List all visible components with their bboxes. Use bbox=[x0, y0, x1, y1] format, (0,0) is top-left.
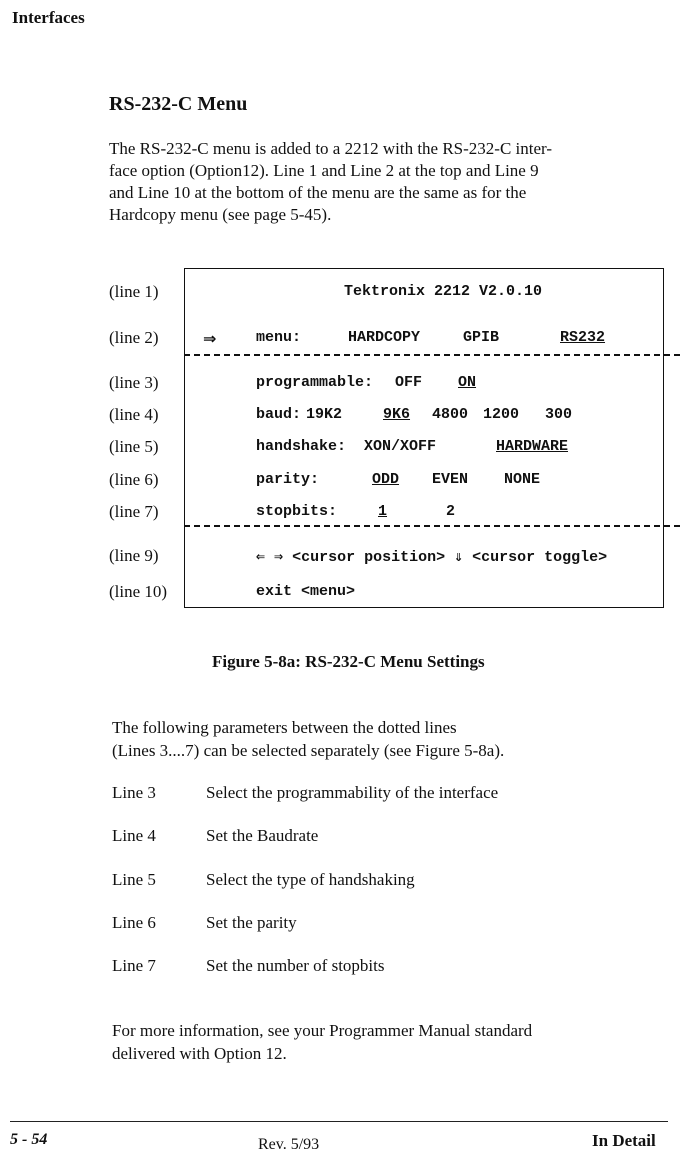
section-title: RS-232-C Menu bbox=[109, 93, 248, 115]
handshake-label: handshake: bbox=[256, 438, 347, 455]
line-label: (line 2) bbox=[109, 328, 159, 347]
params-intro-line: (Lines 3....7) can be selected separately (see Figure 5-8a). bbox=[112, 741, 505, 760]
chapter-title: In Detail bbox=[592, 1131, 656, 1150]
line-label: (line 1) bbox=[109, 282, 159, 301]
revision: Rev. 5/93 bbox=[258, 1136, 320, 1153]
closing-line: delivered with Option 12. bbox=[112, 1044, 287, 1063]
menu-item-hardcopy: HARDCOPY bbox=[348, 329, 421, 346]
line-label: (line 5) bbox=[109, 437, 159, 456]
param-desc: Select the programmability of the interface bbox=[206, 783, 499, 802]
dotted-divider-bottom bbox=[184, 525, 680, 527]
param-desc: Select the type of handshaking bbox=[206, 870, 415, 889]
exit-hint: exit <menu> bbox=[256, 583, 356, 600]
line-label: (line 7) bbox=[109, 502, 159, 521]
baud-option: 4800 bbox=[432, 406, 469, 423]
menu-item-rs232: RS232 bbox=[560, 329, 606, 346]
intro-line: face option (Option12). Line 1 and Line 2 at the top and Line 9 bbox=[109, 161, 539, 180]
intro-paragraph bbox=[109, 138, 669, 226]
parity-label: parity: bbox=[256, 471, 320, 488]
line-label: (line 9) bbox=[109, 546, 159, 565]
param-line: Line 3 bbox=[112, 783, 156, 802]
baud-option: 1200 bbox=[483, 406, 520, 423]
footer-rule bbox=[10, 1121, 668, 1122]
parity-option: EVEN bbox=[432, 471, 469, 488]
params-intro-line: The following parameters between the dotted lines bbox=[112, 718, 457, 737]
line-label: (line 6) bbox=[109, 470, 159, 489]
menu-label: menu: bbox=[256, 329, 302, 346]
param-desc: Set the parity bbox=[206, 913, 297, 932]
intro-line: and Line 10 at the bottom of the menu are the same as for the bbox=[109, 183, 527, 202]
params-intro bbox=[112, 716, 672, 762]
line-label: (line 3) bbox=[109, 373, 159, 392]
line-label: (line 10) bbox=[109, 582, 168, 601]
baud-option: 19K2 bbox=[306, 406, 343, 423]
intro-line: The RS-232-C menu is added to a 2212 with the RS-232-C inter- bbox=[109, 139, 553, 158]
parity-option-selected: ODD bbox=[372, 471, 400, 488]
line-label: (line 4) bbox=[109, 405, 159, 424]
parity-option: NONE bbox=[504, 471, 541, 488]
param-line: Line 6 bbox=[112, 913, 156, 932]
baud-option-selected: 9K6 bbox=[383, 406, 411, 423]
baud-option: 300 bbox=[545, 406, 573, 423]
page-number: 5 - 54 bbox=[10, 1131, 48, 1148]
handshake-option: XON/XOFF bbox=[364, 438, 437, 455]
handshake-option-selected: HARDWARE bbox=[496, 438, 569, 455]
param-desc: Set the number of stopbits bbox=[206, 956, 385, 975]
baud-label: baud: bbox=[256, 406, 302, 423]
param-line: Line 4 bbox=[112, 826, 156, 845]
navigation-hint: ⇐ ⇒ <cursor position> ⇓ <cursor toggle> bbox=[256, 549, 608, 566]
stopbits-option-selected: 1 bbox=[378, 503, 388, 520]
programmable-option: OFF bbox=[395, 374, 423, 391]
intro-line: Hardcopy menu (see page 5-45). bbox=[109, 205, 332, 224]
param-desc: Set the Baudrate bbox=[206, 826, 319, 845]
param-line: Line 5 bbox=[112, 870, 156, 889]
right-arrow-icon: ⇒ bbox=[203, 329, 217, 348]
screen-title: Tektronix 2212 V2.0.10 bbox=[344, 283, 543, 300]
programmable-label: programmable: bbox=[256, 374, 374, 391]
closing-line: For more information, see your Programmer Manual standard bbox=[112, 1021, 533, 1040]
running-header: Interfaces bbox=[12, 8, 85, 27]
closing-paragraph bbox=[112, 1019, 672, 1065]
stopbits-label: stopbits: bbox=[256, 503, 338, 520]
stopbits-option: 2 bbox=[446, 503, 456, 520]
figure-caption: Figure 5-8a: RS-232-C Menu Settings bbox=[212, 652, 485, 671]
param-line: Line 7 bbox=[112, 956, 156, 975]
programmable-option-selected: ON bbox=[458, 374, 477, 391]
dotted-divider-top bbox=[184, 354, 680, 356]
menu-item-gpib: GPIB bbox=[463, 329, 500, 346]
